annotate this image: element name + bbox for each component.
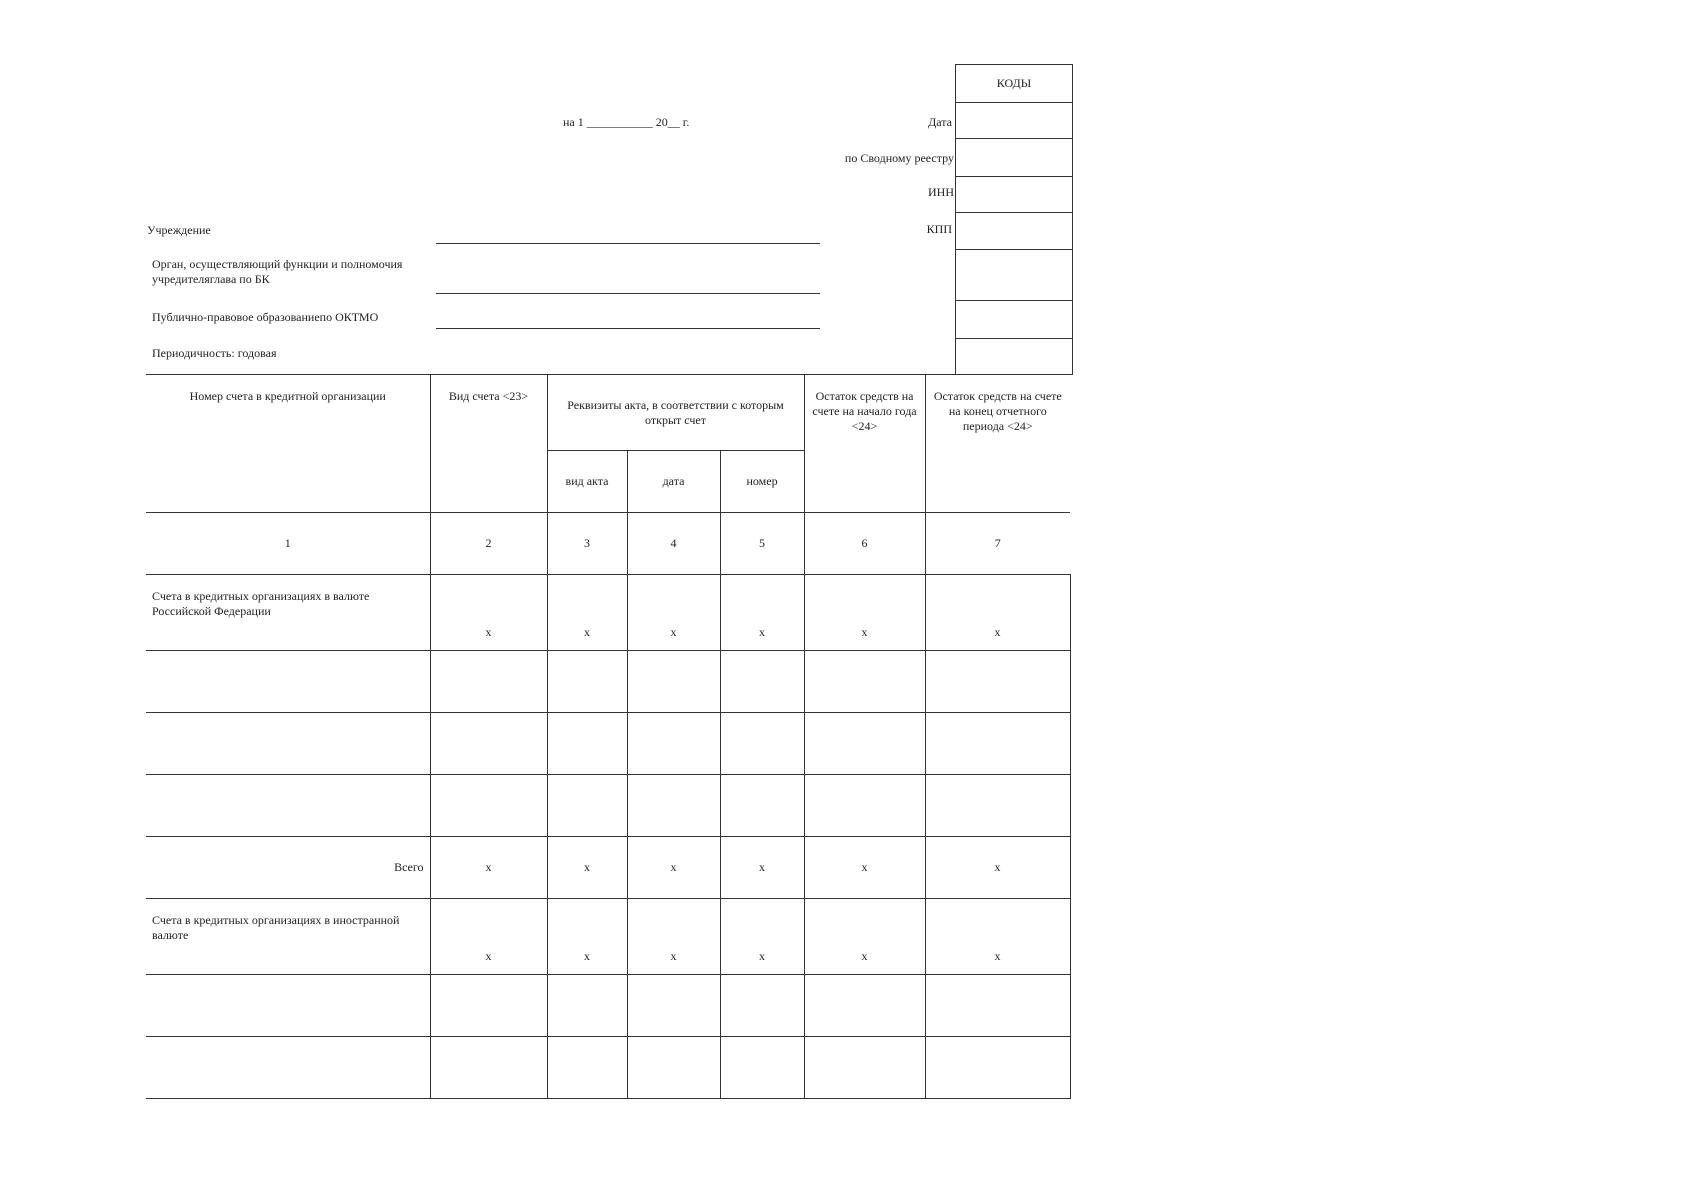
table-cell[interactable] [146,1037,430,1099]
x-mark: x [804,837,925,899]
table-cell[interactable] [547,713,627,775]
table-cell[interactable] [430,775,547,837]
table-cell[interactable] [804,651,925,713]
inn-label: ИНН [928,185,954,199]
x-mark: x [627,575,720,651]
table-cell[interactable] [720,1037,804,1099]
municipality-label: Публично-правовое образованиепо ОКТМО [152,310,379,324]
table-cell[interactable] [146,713,430,775]
col-number: 4 [627,513,720,575]
table-cell[interactable] [627,713,720,775]
column-number-row [146,513,1070,575]
table-cell[interactable] [925,975,1070,1037]
table-row [146,975,1070,1037]
code-periodicity-field[interactable] [956,339,1072,375]
table-cell[interactable] [627,1037,720,1099]
date-label: Дата [928,115,952,129]
codes-title: КОДЫ [956,65,1072,103]
header-act-number: номер [720,451,804,513]
institution-label: Учреждение [147,223,211,237]
x-mark: x [925,899,1070,975]
x-mark: x [804,899,925,975]
x-mark: x [547,899,627,975]
table-cell[interactable] [720,975,804,1037]
section-foreign-row [146,899,1070,975]
table-cell[interactable] [627,975,720,1037]
col-number: 6 [804,513,925,575]
table-cell[interactable] [146,775,430,837]
x-mark: x [720,837,804,899]
total-row [146,837,1070,899]
x-mark: x [430,575,547,651]
table-cell[interactable] [720,651,804,713]
table-cell[interactable] [804,713,925,775]
table-cell[interactable] [146,651,430,713]
table-cell[interactable] [804,975,925,1037]
total-label: Всего [146,837,430,899]
table-cell[interactable] [925,651,1070,713]
codes-box [955,64,1073,375]
table-cell[interactable] [925,713,1070,775]
code-kpp-field[interactable] [956,213,1072,250]
table-cell[interactable] [804,775,925,837]
table-row [146,651,1070,713]
periodicity-label: Периодичность: годовая [152,346,277,360]
section-rub-label: Счета в кредитных организациях в валюте Российской Федерации [146,575,430,651]
table-cell[interactable] [925,775,1070,837]
table-cell[interactable] [547,975,627,1037]
table-cell[interactable] [627,651,720,713]
founder-label: Орган, осуществляющий функции и полномочия учредителяглава по БК [152,257,403,286]
x-mark: x [627,899,720,975]
report-date-line: на 1 ___________ 20__ г. [563,115,690,129]
code-registry-field[interactable] [956,139,1072,177]
table-row [146,713,1070,775]
table-cell[interactable] [430,975,547,1037]
header-act-requisites: Реквизиты акта, в соответствии с которым открыт счет [547,375,804,451]
founder-underline[interactable] [436,293,820,294]
table-cell[interactable] [547,775,627,837]
table-cell[interactable] [627,775,720,837]
x-mark: x [430,899,547,975]
table-row [146,1037,1070,1099]
header-act-type: вид акта [547,451,627,513]
section-rub-row [146,575,1070,651]
table-cell[interactable] [430,1037,547,1099]
header-balance-end: Остаток средств на счете на конец отчетного периода <24> [925,375,1070,513]
table-cell[interactable] [720,713,804,775]
section-foreign-label: Счета в кредитных организациях в иностранной валюте [146,899,430,975]
code-oktmo-field[interactable] [956,301,1072,339]
table-cell[interactable] [547,651,627,713]
col-number: 2 [430,513,547,575]
header-account-number: Номер счета в кредитной организации [146,375,430,513]
x-mark: x [720,899,804,975]
institution-underline[interactable] [436,243,820,244]
x-mark: x [547,837,627,899]
municipality-underline[interactable] [436,328,820,329]
header-account-type: Вид счета <23> [430,375,547,513]
col-number: 3 [547,513,627,575]
x-mark: x [547,575,627,651]
x-mark: x [804,575,925,651]
code-date-field[interactable] [956,103,1072,139]
kpp-label: КПП [926,222,952,236]
accounts-table [146,374,1071,1099]
col-number: 5 [720,513,804,575]
table-header-row [146,375,1070,451]
header-balance-start: Остаток средств на счете на начало года <24> [804,375,925,513]
x-mark: x [925,837,1070,899]
table-cell[interactable] [804,1037,925,1099]
table-cell[interactable] [547,1037,627,1099]
header-act-date: дата [627,451,720,513]
col-number: 7 [925,513,1070,575]
col-number: 1 [146,513,430,575]
code-inn-field[interactable] [956,177,1072,213]
table-cell[interactable] [925,1037,1070,1099]
registry-label: по Сводному реестру [844,151,954,165]
x-mark: x [627,837,720,899]
table-cell[interactable] [720,775,804,837]
table-cell[interactable] [146,975,430,1037]
x-mark: x [430,837,547,899]
x-mark: x [925,575,1070,651]
table-row [146,775,1070,837]
table-cell[interactable] [430,713,547,775]
code-founder-field[interactable] [956,250,1072,301]
x-mark: x [720,575,804,651]
table-cell[interactable] [430,651,547,713]
